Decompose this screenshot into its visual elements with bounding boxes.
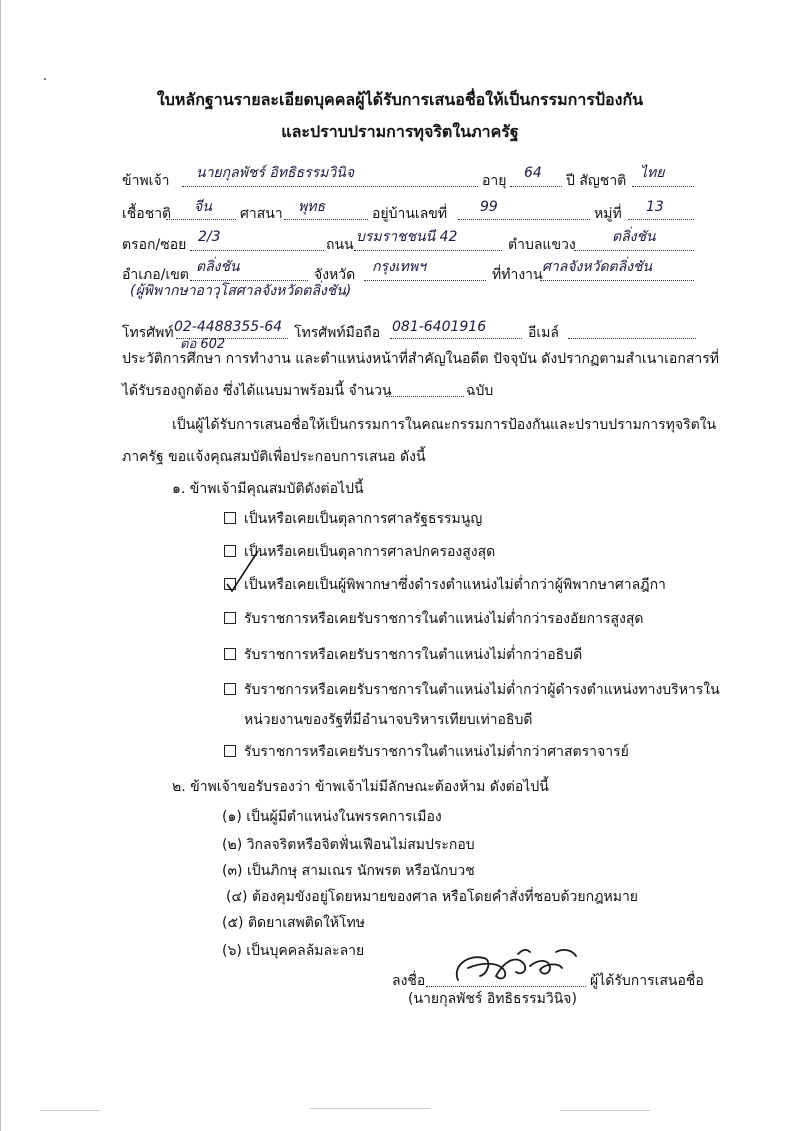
soi-label: ตรอก/ซอย [122,237,187,253]
phone-label: โทรศัพท์ [122,325,174,341]
intro-line-1: เป็นผู้ได้รับการเสนอชื่อให้เป็นกรรมการในคณะกรรมการป้องกันและปราบปรามการทุจริตใน [172,417,717,433]
document-title-line-1: ใบหลักฐานรายละเอียดบุคคลผู้ได้รับการเสนอชื่อให้เป็นกรรมการป้องกัน [156,90,644,109]
age-value: 64 [524,165,542,181]
nationality-label: ปี สัญชาติ [566,173,627,189]
house-number-value: 99 [480,199,498,215]
prohibition-item-6: (๖) เป็นบุคคลล้มละลาย [222,943,365,959]
subdistrict-dotted-line [574,250,694,251]
moo-label: หมู่ที่ [594,206,622,222]
qualification-label-4: รับราชการหรือเคยรับราชการในตำแหน่งไม่ต่ำกว่ารองอัยการสูงสุด [244,611,644,627]
moo-value: 13 [646,199,664,215]
moo-dotted-line [628,219,694,220]
email-dotted-line [568,338,696,339]
house-number-dotted-line [458,219,590,220]
age-label: อายุ [482,173,507,189]
scan-speck [40,1110,100,1111]
workplace-dotted-line [540,280,694,281]
religion-label: ศาสนา [240,206,283,222]
phone-extension-value: ต่อ 602 [180,337,226,352]
soi-dotted-line [190,250,324,251]
prohibition-item-2: (๒) วิกลจริตหรือจิตฟั่นเฟือนไม่สมประกอบ [222,837,475,853]
age-dotted-line [510,186,562,187]
qualification-label-2: เป็นหรือเคยเป็นตุลาการศาลปกครองสูงสุด [244,544,496,560]
mobile-dotted-line [390,338,522,339]
district-value: ตลิ่งชัน [196,259,240,275]
religion-dotted-line [284,219,368,220]
signer-printed-name: (นายกุลพัชร์ อิทธิธรรมวินิจ) [408,991,577,1007]
document-title-line-2: และปราบปรามการทุจริตในภาครัฐ [281,122,519,141]
intro-line-2: ภาครัฐ ขอแจ้งคุณสมบัติเพื่อประกอบการเสนอ ดังนี้ [122,449,426,465]
qualification-checkbox-5[interactable] [224,648,236,660]
qualification-label-6: รับราชการหรือเคยรับราชการในตำแหน่งไม่ต่ำกว่าผู้ดำรงตำแหน่งทางบริหารใน [244,682,720,698]
race-value: จีน [194,199,212,215]
history-line-1: ประวัติการศึกษา การทำงาน และตำแหน่งหน้าที่สำคัญในอดีต ปัจจุบัน ดังปรากฏตามสำเนาเอกสารที่ [122,351,719,367]
qualification-label-6-continued: หน่วยงานของรัฐที่มีอำนาจบริหารเทียบเท่าอธิบดี [244,712,533,728]
email-label: อีเมล์ [528,325,560,341]
qualification-label-5: รับราชการหรือเคยรับราชการในตำแหน่งไม่ต่ำกว่าอธิบดี [244,647,583,663]
history-line-2b: ฉบับ [466,383,494,399]
scan-speck [310,1108,430,1109]
signer-role-label: ผู้ได้รับการเสนอชื่อ [590,973,704,989]
soi-value: 2/3 [198,229,221,245]
road-value: บรมราชชนนี 42 [356,229,458,245]
qualification-checkbox-1[interactable] [224,512,236,524]
subdistrict-value: ตลิ่งชัน [612,229,656,245]
workplace-note: (ผู้พิพากษาอาวุโสศาลจังหวัดตลิ่งชัน) [130,283,352,299]
prohibition-item-1: (๑) เป็นผู้มีตำแหน่งในพรรคการเมือง [222,809,442,825]
section-2-heading: ๒. ข้าพเจ้าขอรับรองว่า ข้าพเจ้าไม่มีลักษณะต้องห้าม ดังต่อไปนี้ [172,779,549,795]
nationality-value: ไทย [640,165,665,181]
qualification-label-7: รับราชการหรือเคยรับราชการในตำแหน่งไม่ต่ำกว่าศาสตราจารย์ [244,744,629,760]
race-label: เชื้อชาติ [122,206,172,222]
mobile-value: 081-6401916 [392,319,487,335]
qualification-label-1: เป็นหรือเคยเป็นตุลาการศาลรัฐธรรมนูญ [244,511,483,527]
history-line-2a: ได้รับรองถูกต้อง ซึ่งได้แนบมาพร้อมนี้ จำนวน [122,383,392,399]
district-label: อำเภอ/เขต [122,267,189,283]
phone-value: 02-4488355-64 [174,319,283,335]
subdistrict-label: ตำบลแขวง [508,237,576,253]
house-number-label: อยู่บ้านเลขที่ [372,206,448,222]
scan-speck [44,78,46,80]
name-dotted-line [182,186,478,187]
mobile-label: โทรศัพท์มือถือ [294,325,381,341]
workplace-label: ที่ทำงาน [492,267,543,283]
prohibition-item-4: (๔) ต้องคุมขังอยู่โดยหมายของศาล หรือโดยคำสั่งที่ชอบด้วยกฎหมาย [226,889,639,905]
attachment-count-dotted-line [386,396,464,397]
province-dotted-line [364,280,486,281]
prohibition-item-5: (๕) ติดยาเสพติดให้โทษ [222,915,366,931]
district-dotted-line [190,280,308,281]
qualification-checkbox-7[interactable] [224,745,236,757]
workplace-value: ศาลจังหวัดตลิ่งชัน [542,259,653,275]
section-1-heading: ๑. ข้าพเจ้ามีคุณสมบัติดังต่อไปนี้ [172,481,364,497]
name-label: ข้าพเจ้า [122,173,170,189]
qualification-checkbox-4[interactable] [224,612,236,624]
road-dotted-line [354,250,502,251]
sign-label: ลงชื่อ [392,973,426,989]
handwritten-signature [446,944,586,990]
nationality-dotted-line [632,186,694,187]
qualification-checkbox-6[interactable] [224,683,236,695]
race-dotted-line [166,219,236,220]
prohibition-item-3: (๓) เป็นภิกษุ สามเณร นักพรต หรือนักบวช [222,863,475,879]
scan-speck [560,1110,650,1111]
province-value: กรุงเทพฯ [372,259,426,275]
religion-value: พุทธ [298,199,326,215]
qualification-label-3: เป็นหรือเคยเป็นผู้พิพากษาซึ่งดำรงตำแหน่งไม่ต่ำกว่าผู้พิพากษาศาลฎีกา [244,577,666,593]
name-value: นายกุลพัชร์ อิทธิธรรมวินิจ [196,165,355,181]
province-label: จังหวัด [314,267,356,283]
road-label: ถนน [326,237,354,253]
